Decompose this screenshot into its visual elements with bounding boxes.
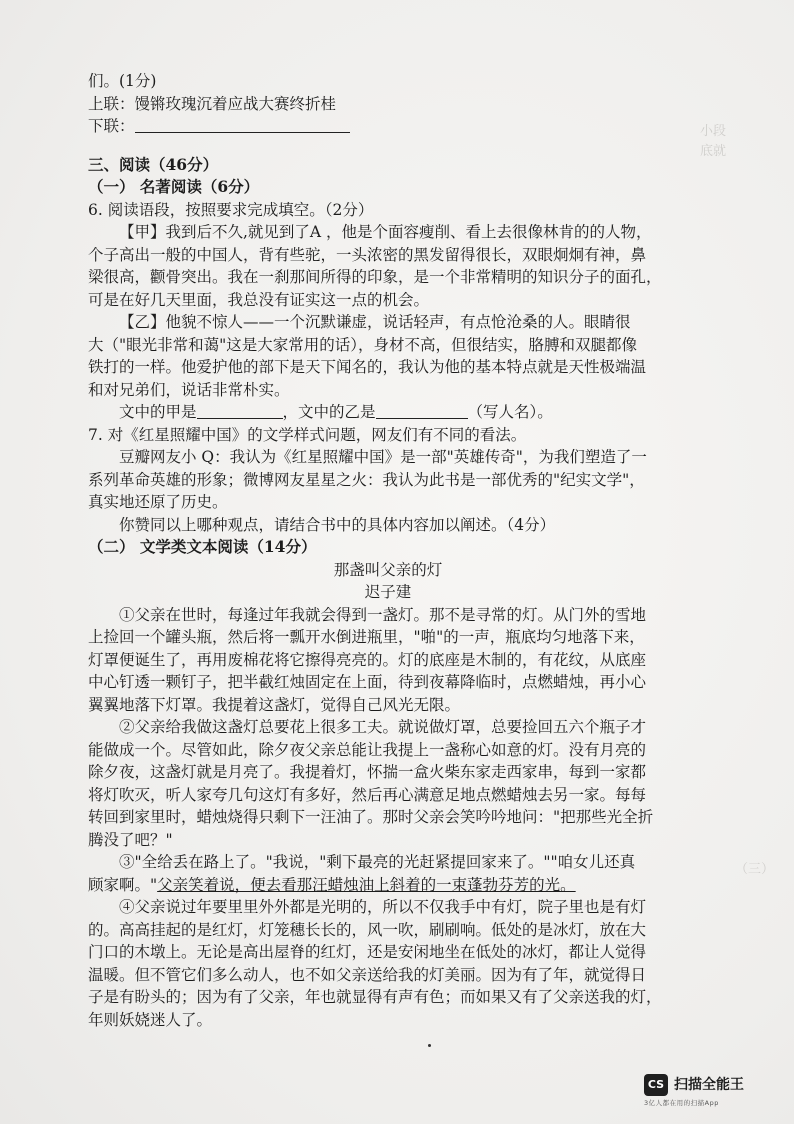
answer-blank-a[interactable] [197, 404, 283, 419]
passage-line: 【乙】他貌不惊人——一个沉默谦虚，说话轻声，有点怆沧桑的人。眼睛很 [119, 313, 631, 331]
section-title: 三、阅读（46分） [88, 154, 219, 174]
scanner-tagline: 3亿人都在用的扫描App [644, 1099, 719, 1107]
couplet-upper: 上联：馒锵玫瑰沉着应战大赛终折桂 [88, 94, 337, 113]
passage-line: 子是有盼头的；因为有了父亲，年也就显得有声有色；而如果又有了父亲送我的灯， [88, 988, 662, 1006]
passage-line: 的。高高挂起的是红灯，灯笼穗长长的，风一吹，刷刷响。低处的是冰灯，放在大 [88, 920, 647, 939]
passage-line: ②父亲给我做这盏灯总要花上很多工夫。就说做灯罩，总要捡回五六个瓶子才 [119, 718, 647, 736]
passage-line: 系列革命英雄的形象；微博网友星星之火：我认为此书是一部优秀的"纪实文学"， [88, 470, 645, 489]
passage-line: 除夕夜，这盏灯就是月亮了。我提着灯，怀揣一盒火柴东家走西家串，每到一家都 [88, 763, 647, 781]
passage-line: 和对兄弟们，说话非常朴实。 [88, 380, 290, 399]
scanner-logo-icon: CS [644, 1074, 668, 1096]
speck [428, 1044, 431, 1047]
underlined-sentence: 父亲笑着说，便去看那汪蜡烛油上斜着的一束蓬勃芬芳的光。 [157, 875, 576, 894]
couplet-lower [88, 115, 688, 138]
fill-label-a: 文中的甲是 [119, 403, 197, 421]
passage-line: 温暖。但不管它们多么动人，也不如父亲送给我的灯美丽。因为有了年，就觉得日 [88, 965, 647, 984]
passage-line: 翼翼地落下灯罩。我提着这盏灯，觉得自己风光无限。 [88, 695, 461, 714]
bleed-through-text: 底就 [700, 144, 727, 159]
passage-line: 能做成一个。尽管如此，除夕夜父亲总能让我提上一盏称心如意的灯。没有月亮的 [88, 740, 647, 759]
couplet-lower-label: 下联： [88, 117, 135, 135]
question-7: 7. 对《红星照耀中国》的文学样式问题，网友们有不同的看法。 [88, 425, 527, 444]
answer-blank-b[interactable] [376, 404, 468, 419]
passage-line: 可是在好几天里面，我总没有证实这一点的机会。 [88, 290, 430, 309]
passage-line: 中心钉透一颗钉子，把半截红烛固定在上面，待到夜幕降临时，点燃蜡烛，再小心 [88, 673, 647, 691]
part-title: （一） 名著阅读（6分） [88, 177, 260, 196]
scanner-name: 扫描全能王 [674, 1077, 744, 1093]
passage-line: 真实地还原了历史。 [88, 493, 228, 511]
answer-blank[interactable] [135, 118, 350, 133]
fill-in-line [88, 401, 688, 424]
story-author: 迟子建 [364, 583, 412, 601]
question-6: 6. 阅读语段，按照要求完成填空。（2分） [88, 200, 374, 219]
passage-line: 你赞同以上哪种观点，请结合书中的具体内容加以阐述。（4分） [119, 515, 556, 534]
passage-line: 个子高出一般的中国人，背有些驼，一头浓密的黑发留得很长，双眼炯炯有神，鼻 [88, 245, 647, 264]
passage-line: 年则妖娆迷人了。 [88, 1010, 213, 1029]
scanner-watermark [644, 1070, 774, 1110]
passage-line: 转回到家里时，蜡烛烧得只剩下一汪油了。那时父亲会笑吟吟地问："把那些光全折 [88, 808, 654, 826]
passage-line: 豆瓣网友小 Q：我认为《红星照耀中国》是一部"英雄传奇"，为我们塑造了一 [119, 448, 647, 466]
passage-line: ③"全给丢在路上了。"我说，"剩下最亮的光赶紧提回家来了。""咱女儿还真 [119, 853, 636, 871]
passage-line: 上捡回一个罐头瓶，然后将一瓢开水倒进瓶里，"啪"的一声，瓶底均匀地落下来， [88, 628, 645, 646]
passage-line: ④父亲说过年要里里外外都是光明的，所以不仅我手中有灯，院子里也是有灯 [119, 898, 647, 916]
passage-line: ①父亲在世时，每逢过年我就会得到一盏灯。那不是寻常的灯。从门外的雪地 [119, 605, 647, 624]
passage-text: 顾家啊。" [88, 875, 158, 894]
fill-label-b: ，文中的乙是 [282, 403, 376, 421]
passage-line: 梁很高，颧骨突出。我在一刹那间所得的印象，是一个非常精明的知识分子的面孔， [88, 268, 662, 286]
passage-line: 灯罩便诞生了，再用废棉花将它擦得亮亮的。灯的底座是木制的，有花纹，从底座 [88, 650, 647, 669]
passage-line: 腾没了吧？" [88, 830, 173, 849]
story-title: 那盏叫父亲的灯 [333, 560, 443, 579]
passage-line [88, 874, 688, 897]
bleed-through-text: 小段 [700, 124, 727, 139]
bleed-through-text: （三） [735, 862, 775, 877]
text-line: 们。(1分) [88, 72, 157, 90]
part-title: （二） 文学类文本阅读（14分） [88, 537, 317, 556]
passage-line: 门口的木墩上。无论是高出屋脊的红灯，还是安闲地坐在低处的冰灯，都让人觉得 [88, 943, 647, 961]
passage-line: 【甲】我到后不久,就见到了A ，他是个面容瘦削、看上去很像林肯的的人物， [119, 223, 652, 241]
passage-line: 铁打的一样。他爱护他的部下是天下闻名的，我认为他的基本特点就是天性极端温 [88, 358, 647, 376]
fill-label-c: （写人名）。 [467, 403, 553, 421]
passage-line: 大（"眼光非常和蔼"这是大家常用的话），身材不高，但很结实，胳膊和双腿都像 [88, 335, 638, 354]
passage-line: 将灯吹灭，听人家夸几句这灯有多好，然后再心满意足地点燃蜡烛去另一家。每每 [88, 785, 647, 804]
document-body [88, 70, 688, 1031]
